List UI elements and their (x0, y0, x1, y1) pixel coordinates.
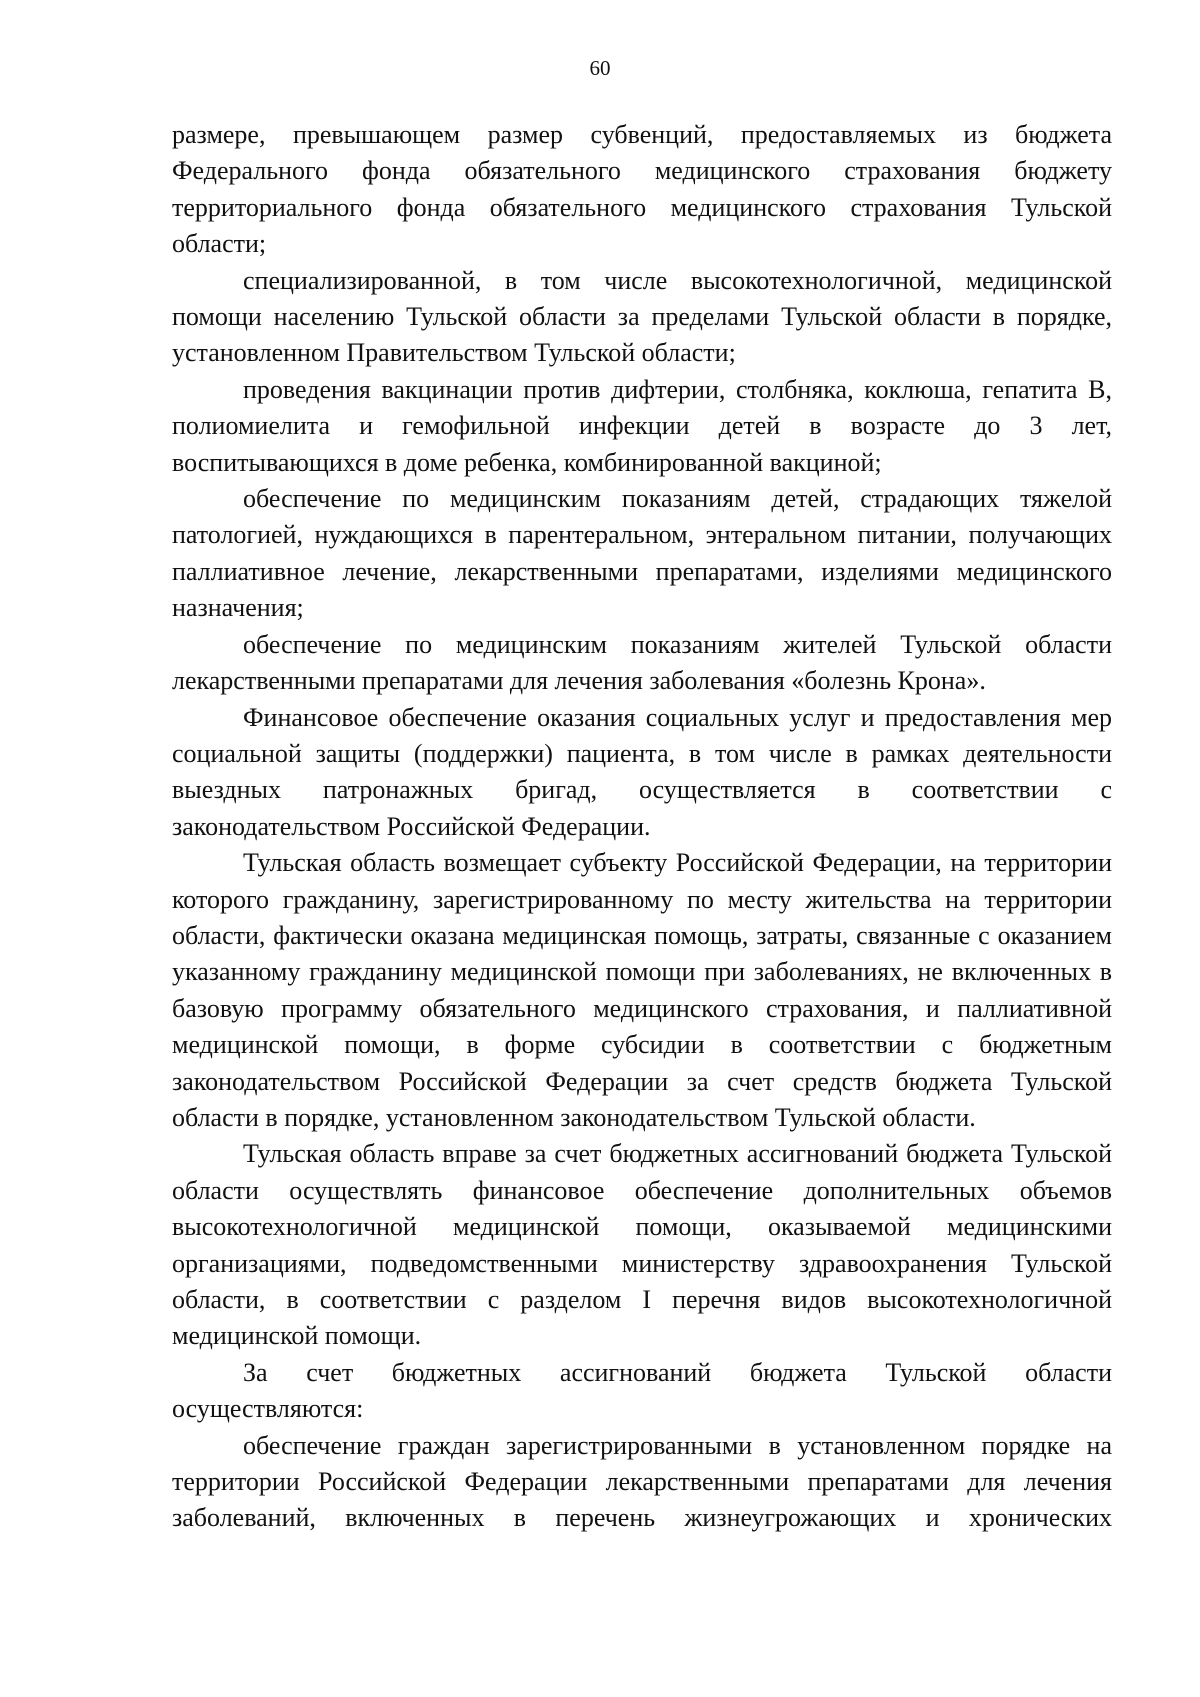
paragraph-social-services: Финансовое обеспечение оказания социальных услуг и предоставления мер социальной защиты (поддержки) пациента, в том числе в рамках деятельности выездных патронажных бригад, осуществляется в соответствии с законодательством Российской Федерации. (172, 702, 1112, 841)
document-body (172, 117, 1112, 1537)
paragraph-vaccination: проведения вакцинации против дифтерии, столбняка, коклюша, гепатита В, полиомиелита и гемофильной инфекции детей в возрасте до 3 лет, воспитывающихся в доме ребенка, комбинированной вакциной; (172, 374, 1112, 477)
paragraph-specialized-care: специализированной, в том числе высокотехнологичной, медицинской помощи населению Тульской области за пределами Тульской области в порядке, установленном Правительством Тульской области; (172, 265, 1112, 368)
paragraph-continuation: размере, превышающем размер субвенций, предоставляемых из бюджета Федерального фонда обязательного медицинского страхования бюджету территориального фонда обязательного медицинского страхования Тульской области; (172, 120, 1112, 259)
page-number: 60 (589, 56, 611, 80)
paragraph-crohn-provision: обеспечение по медицинским показаниям жителей Тульской области лекарственными препаратами для лечения заболевания «болезнь Крона». (172, 629, 1112, 696)
paragraph-reimbursement: Тульская область возмещает субъекту Российской Федерации, на территории которого гражданину, зарегистрированному по месту жительства на территории области, фактически оказана медицинская помощь, затраты, связанные с оказанием указанному гражданину медицинской помощи при заболеваниях, не включенных в базовую программу обязательного медицинского страхования, и паллиативной медицинской помощи, в форме субсидии в соответствии с бюджетным законодательством Российской Федерации за счет средств бюджета Тульской области в порядке, установленном законодательством Тульской области. (172, 848, 1112, 1132)
paragraph-children-provision: обеспечение по медицинским показаниям детей, страдающих тяжелой патологией, нуждающихся в парентеральном, энтеральном питании, получающих паллиативное лечение, лекарственными препаратами, изделиями медицинского назначения; (172, 484, 1112, 623)
paragraph-budget-funding: За счет бюджетных ассигнований бюджета Тульской области осуществляются: (172, 1357, 1112, 1424)
paragraph-drug-provision: обеспечение граждан зарегистрированными в установленном порядке на территории Российской Федерации лекарственными препаратами для лечения заболеваний, включенных в перечень жизнеугрожающих и хронических (172, 1430, 1112, 1533)
paragraph-high-tech-care: Тульская область вправе за счет бюджетных ассигнований бюджета Тульской области осуществлять финансовое обеспечение дополнительных объемов высокотехнологичной медицинской помощи, оказываемой медицинскими организациями, подведомственными министерству здравоохранения Тульской области, в соответствии с разделом I перечня видов высокотехнологичной медицинской помощи. (172, 1139, 1112, 1351)
